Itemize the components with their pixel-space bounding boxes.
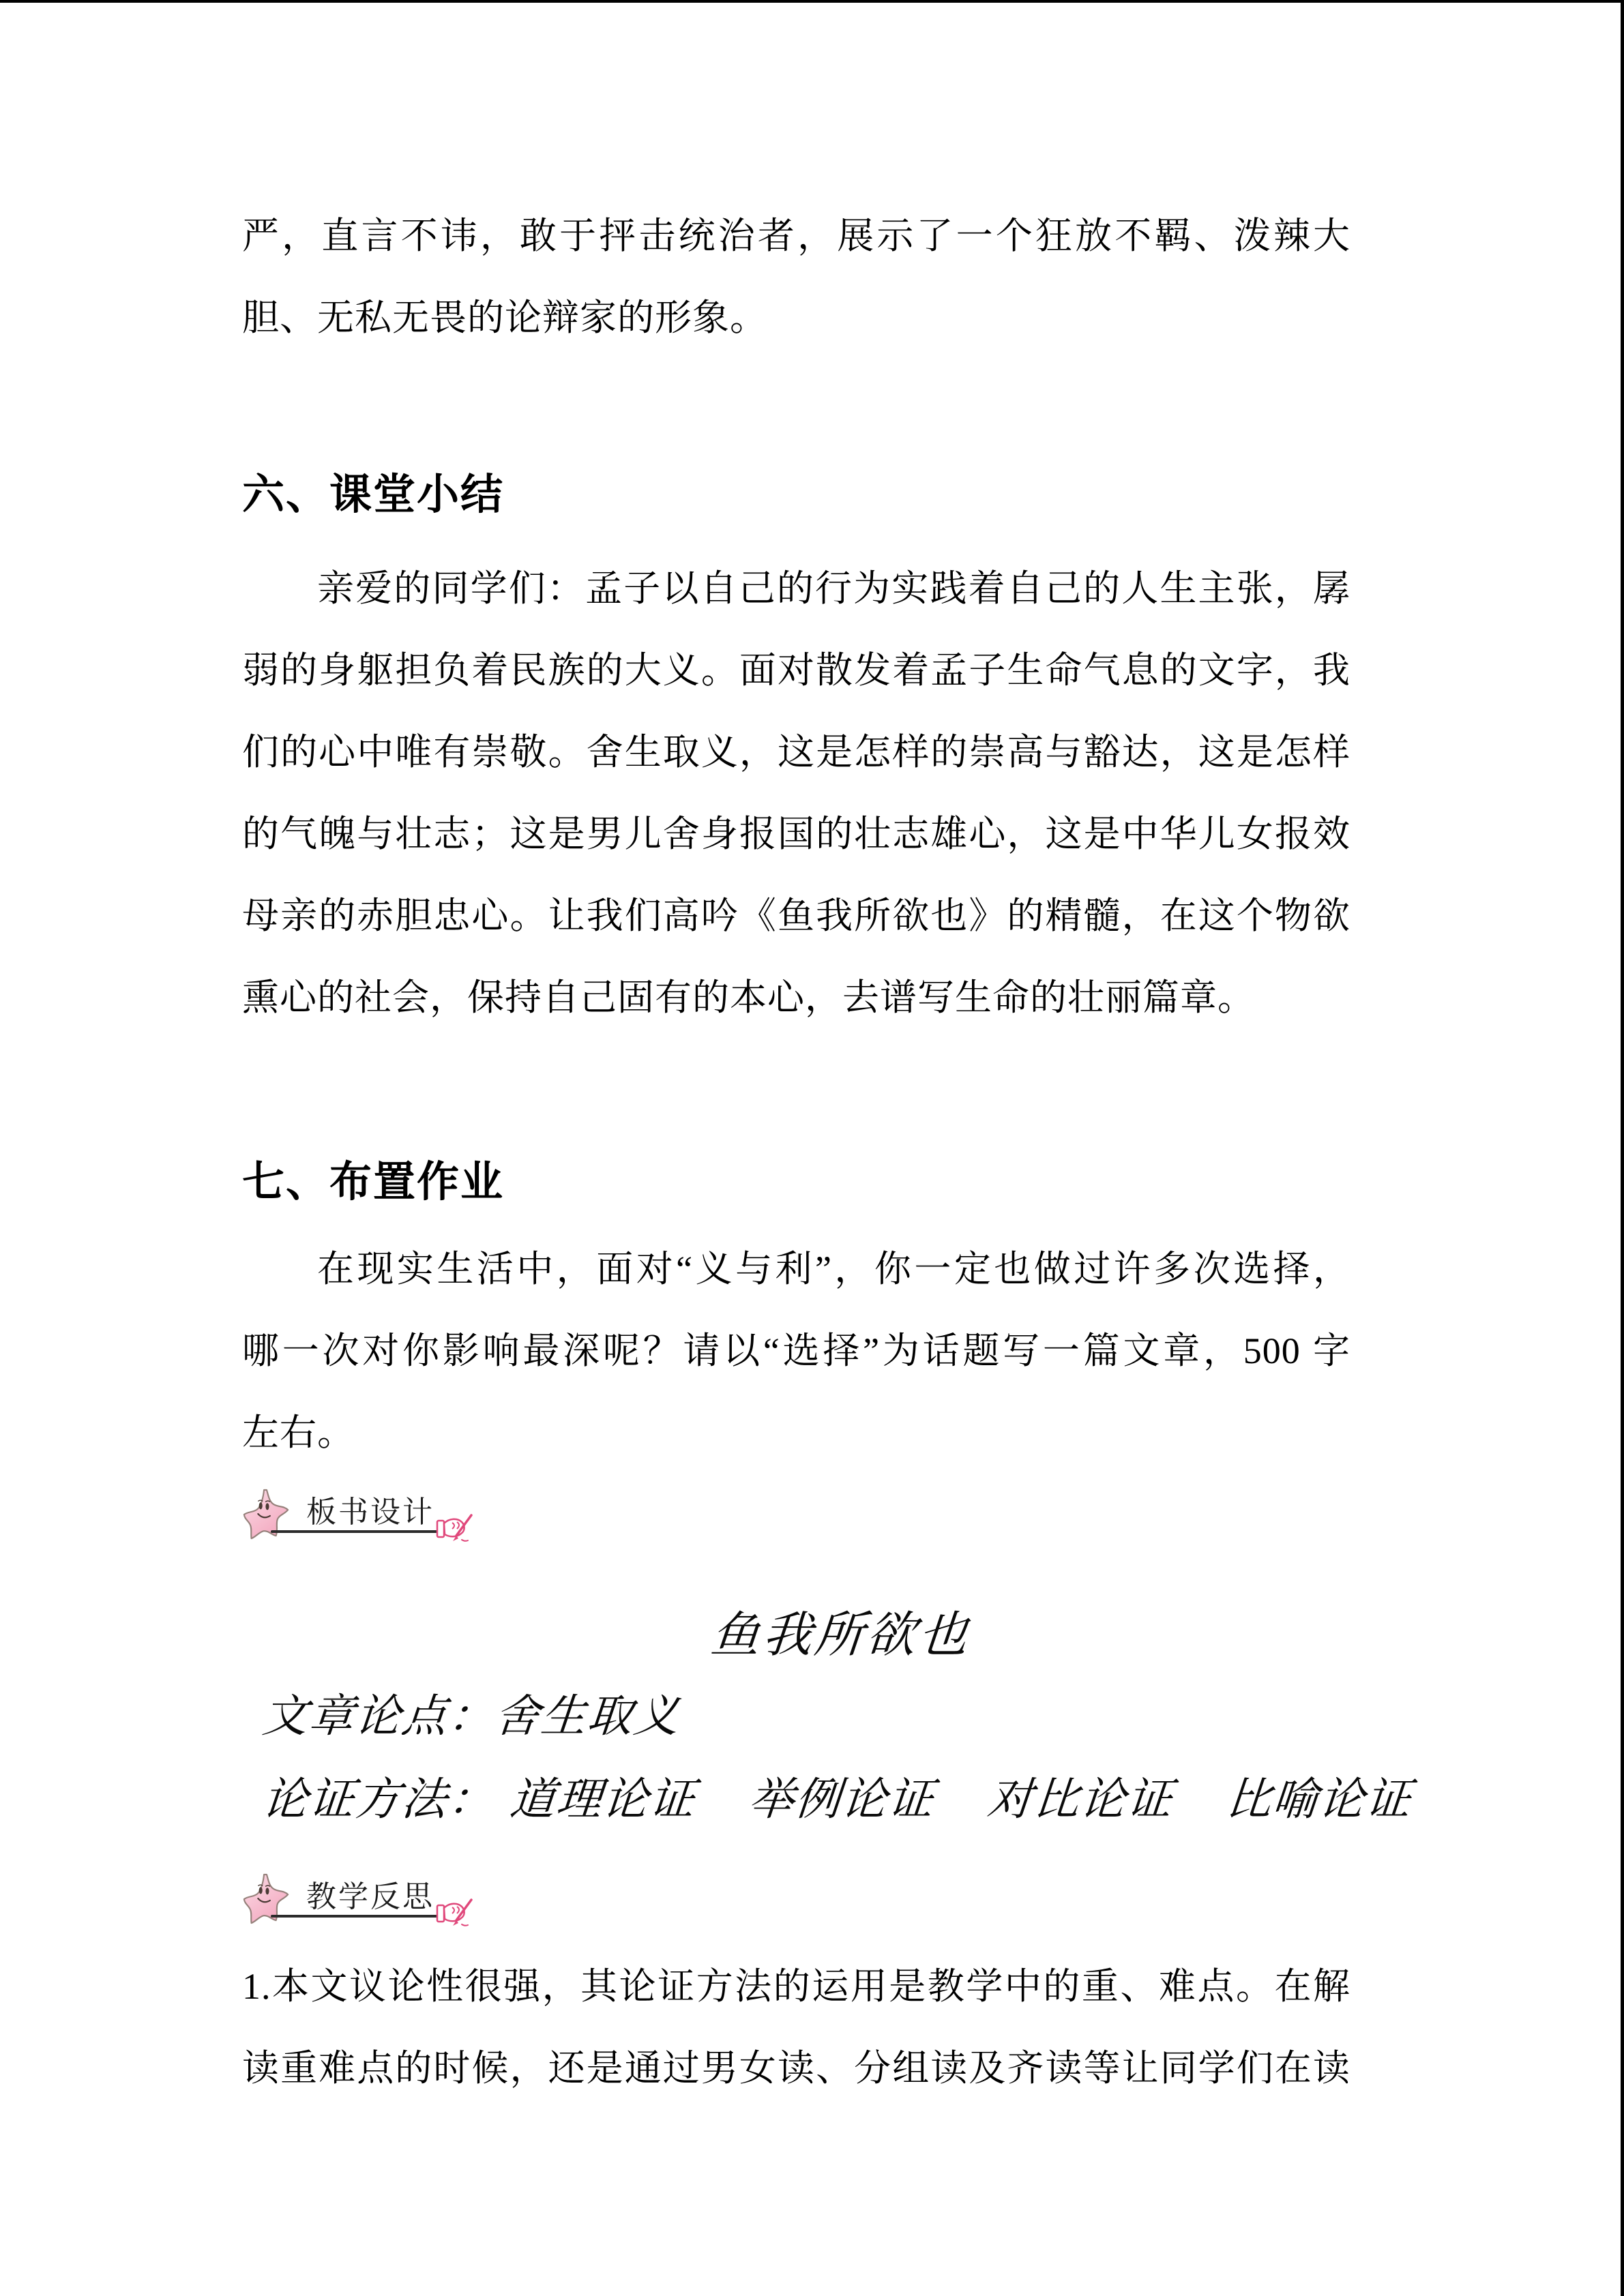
board-design-header — [242, 1487, 488, 1552]
text-line: 们的心中唯有崇敬。舍生取义，这是怎样的崇高与豁达，这是怎样 — [242, 732, 1350, 773]
methods-label: 论证方法： — [260, 1773, 497, 1825]
reflection-paragraph — [242, 1945, 1350, 2109]
text-line: 哪一次对你影响最深呢？请以“选择”为话题写一篇文章，500 字 — [242, 1330, 1350, 1371]
text-line: 胆、无私无畏的论辩家的形象。 — [242, 297, 767, 338]
section-heading-class-summary: 六、课堂小结 — [242, 472, 505, 518]
section-heading-homework: 七、布置作业 — [242, 1159, 505, 1206]
board-design-label: 板书设计 — [306, 1495, 434, 1529]
text-line: 读重难点的时候，还是通过男女读、分组读及齐读等让同学们在读 — [242, 2048, 1350, 2089]
board-title: 鱼我所欲也 — [708, 1606, 973, 1663]
board-methods — [259, 1762, 1415, 1837]
method-item: 举例论证 — [746, 1773, 937, 1825]
text-line: 的气魄与壮志；这是男儿舍身报国的壮志雄心，这是中华儿女报效 — [242, 814, 1350, 854]
writing-hand-icon — [436, 1514, 474, 1544]
board-thesis: 文章论点：舍生取义 — [260, 1690, 683, 1742]
header-underline — [271, 1530, 441, 1533]
teaching-reflection-label: 教学反思 — [306, 1880, 434, 1913]
class-summary-paragraph — [242, 548, 1350, 1039]
teaching-reflection-header — [242, 1871, 488, 1937]
intro-paragraph — [242, 195, 1350, 359]
text-line: 亲爱的同学们：孟子以自己的行为实践着自己的人生主张，孱 — [317, 568, 1350, 609]
text-line: 左右。 — [242, 1412, 355, 1453]
text-line: 在现实生活中，面对“义与利”，你一定也做过许多次选择， — [317, 1249, 1350, 1289]
header-underline — [271, 1915, 441, 1918]
text-line: 母亲的赤胆忠心。让我们高吟《鱼我所欲也》的精髓，在这个物欲 — [242, 895, 1350, 936]
text-line: 熏心的社会，保持自己固有的本心，去谱写生命的壮丽篇章。 — [242, 977, 1255, 1018]
page-right-border — [1621, 0, 1624, 2296]
method-item: 对比论证 — [985, 1773, 1176, 1825]
text-line: 严，直言不讳，敢于抨击统治者，展示了一个狂放不羁、泼辣大 — [242, 215, 1350, 256]
homework-paragraph — [242, 1228, 1350, 1474]
page-top-border — [0, 0, 1624, 3]
method-item: 道理论证 — [507, 1773, 698, 1825]
text-line: 1.本文议论性很强，其论证方法的运用是教学中的重、难点。在解 — [242, 1966, 1350, 2007]
method-item: 比喻论证 — [1224, 1773, 1415, 1825]
text-line: 弱的身躯担负着民族的大义。面对散发着孟子生命气息的文字，我 — [242, 650, 1350, 691]
writing-hand-icon — [436, 1898, 474, 1928]
